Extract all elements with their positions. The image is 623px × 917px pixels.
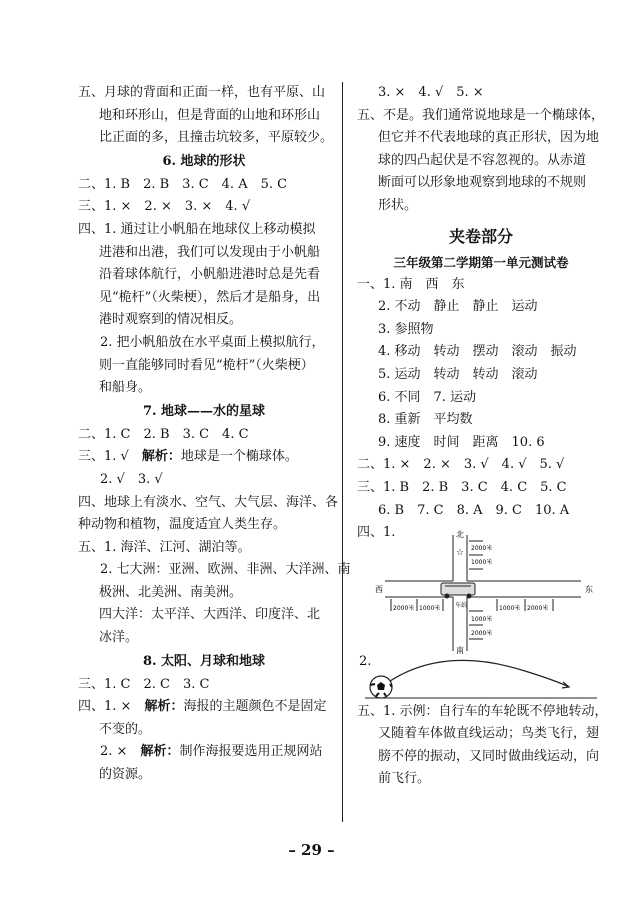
- answer-line: 四大洋：太平洋、大西洋、印度洋、北: [99, 607, 321, 623]
- answer-line: 三、1. B 2. B 3. C 4. C 5. C: [357, 479, 567, 495]
- answer-line: 三、1. C 2. C 3. C: [78, 676, 210, 692]
- answer-line: 断面可以形象地观察到地球的不规则: [378, 175, 587, 191]
- answer-line: 五、1. 海洋、江河、湖泊等。: [78, 539, 251, 555]
- answer-line: 5. 运动 转动 转动 滚动: [378, 366, 538, 382]
- section-title: 6. 地球的形状: [162, 153, 246, 169]
- answer-line: 五、1. 示例：自行车的车轮既不停地转动，: [357, 703, 608, 719]
- answer-line: 前飞行。: [378, 771, 431, 787]
- ball-trajectory-figure: [357, 649, 605, 699]
- section-title: 7. 地球——水的星球: [142, 403, 266, 419]
- answer-line: 4. 移动 转动 摆动 滚动 振动: [378, 344, 577, 360]
- answer-line: 极洲、北美洲、南美洲。: [99, 584, 243, 600]
- station-label: 车站: [455, 601, 468, 609]
- answer-line: 比正面的多，且撞击坑较多，平原较少。: [99, 130, 334, 146]
- analysis-text: 制作海报要选用正规网站: [179, 744, 323, 760]
- distance-label: 1000米: [499, 604, 521, 612]
- ball-figure-row: [357, 655, 605, 701]
- distance-label: 2000米: [393, 604, 415, 612]
- section-title: 8. 太阳、月球和地球: [142, 653, 266, 669]
- column-divider: [342, 82, 343, 822]
- analysis-label: 解析：: [144, 699, 184, 715]
- answer-text: 四、1. ×: [78, 699, 145, 715]
- answer-line: 三、1. × 2. × 3. × 4. √: [78, 199, 251, 215]
- distance-label: 2000米: [527, 604, 549, 612]
- answer-line: 二、1. C 2. B 3. C 4. C: [78, 426, 249, 442]
- answer-text: 三、1. √: [78, 449, 142, 465]
- answer-line: 2. √ 3. √: [100, 471, 163, 487]
- distance-label: 1000米: [471, 615, 493, 623]
- distance-label: 1000米: [419, 604, 441, 612]
- answer-line: 进港和出港，我们可以发现由于小帆船: [99, 244, 321, 260]
- answer-text: 2. ×: [100, 744, 141, 760]
- answer-line: 2. 七大洲：亚洲、欧洲、非洲、大洋洲、南: [100, 562, 351, 578]
- answer-line: 2.: [359, 653, 372, 669]
- answer-line: 6. 不同 7. 运动: [378, 389, 477, 405]
- soccer-ball-icon: [370, 676, 392, 698]
- answer-line: [78, 741, 330, 764]
- answer-line: 港时观察到的情况相反。: [99, 312, 243, 328]
- right-column: [357, 82, 608, 791]
- distance-label: 2000米: [471, 544, 493, 552]
- direction-map-figure: [357, 529, 605, 655]
- page-number: – 29 –: [288, 841, 335, 859]
- east-label: 东: [585, 584, 593, 594]
- analysis-label: 解析：: [141, 449, 181, 465]
- analysis-label: 解析：: [140, 744, 180, 760]
- answer-line: 8. 重新 平均数: [378, 412, 473, 428]
- answer-line: [78, 446, 330, 469]
- answer-line: 见“桅杆”（火柴梗），然后才是船身，出: [99, 289, 321, 305]
- west-label: 西: [375, 584, 383, 594]
- analysis-text: 地球是一个椭球体。: [180, 449, 298, 465]
- star-icon: ☆: [455, 547, 465, 558]
- north-label: 北: [456, 529, 464, 539]
- answer-line: 但它并不代表地球的真正形状，因为地: [378, 130, 600, 146]
- distance-label: 1000米: [471, 558, 493, 566]
- answer-line: 又随着车体做直线运动；鸟类飞行，翅: [378, 726, 600, 742]
- section-title: 夹卷部分: [448, 226, 513, 246]
- answer-line: 五、月球的背面和正面一样，也有平原、山: [78, 85, 326, 100]
- answer-line: [78, 696, 330, 719]
- answer-line: 一、1. 南 西 东: [357, 276, 465, 292]
- answer-line: 球的四凸起伏是不容忽视的。从赤道: [378, 152, 587, 168]
- answer-line: 9. 速度 时间 距离 10. 6: [378, 434, 545, 450]
- bus-icon: [441, 583, 475, 595]
- answer-line: 二、1. × 2. × 3. √ 4. √ 5. √: [357, 457, 565, 473]
- answer-line: 则一直能够同时看见“桅杆”（火柴梗）: [99, 357, 314, 373]
- answer-line: 种动物和植物，温度适宜人类生存。: [78, 517, 287, 533]
- answer-line: 2. 不动 静止 静止 运动: [378, 299, 538, 315]
- answer-line: 四、地球上有淡水、空气、大气层、海洋、各: [78, 494, 339, 510]
- answer-line: 地和环形山，但是背面的山地和环形山: [99, 107, 321, 123]
- test-title: 三年级第二学期第一单元测试卷: [393, 254, 569, 270]
- analysis-text: 海报的主题颜色不是固定: [183, 699, 327, 715]
- trajectory-curve: [379, 660, 569, 689]
- answer-line: 四、1. 通过让小帆船在地球仪上移动模拟: [78, 221, 316, 237]
- answer-line: 二、1. B 2. B 3. C 4. A 5. C: [78, 176, 288, 192]
- answer-line: 3. 参照物: [378, 321, 434, 337]
- answer-line: 的资源。: [99, 767, 152, 783]
- distance-label: 2000米: [471, 629, 493, 637]
- answer-line: 不变的。: [99, 721, 152, 737]
- answer-line: 沿着球体航行，小帆船进港时总是先看: [99, 267, 321, 283]
- answer-line: 五、不是。我们通常说地球是一个椭球体，: [357, 107, 605, 123]
- south-label: 南: [456, 645, 464, 655]
- answer-line: 6. B 7. C 8. A 9. C 10. A: [378, 502, 570, 518]
- answer-line: 3. × 4. √ 5. ×: [378, 85, 484, 100]
- answer-line: 形状。: [378, 197, 418, 213]
- answer-line: 2. 把小帆船放在水平桌面上模拟航行，: [100, 334, 325, 350]
- answer-line: 和船身。: [99, 380, 152, 396]
- answer-line: 四、1.: [357, 525, 396, 541]
- left-column: [78, 82, 351, 787]
- answer-line: 膀不停的振动，又同时做曲线运动，向: [378, 748, 600, 764]
- answer-line: 冰洋。: [99, 630, 139, 646]
